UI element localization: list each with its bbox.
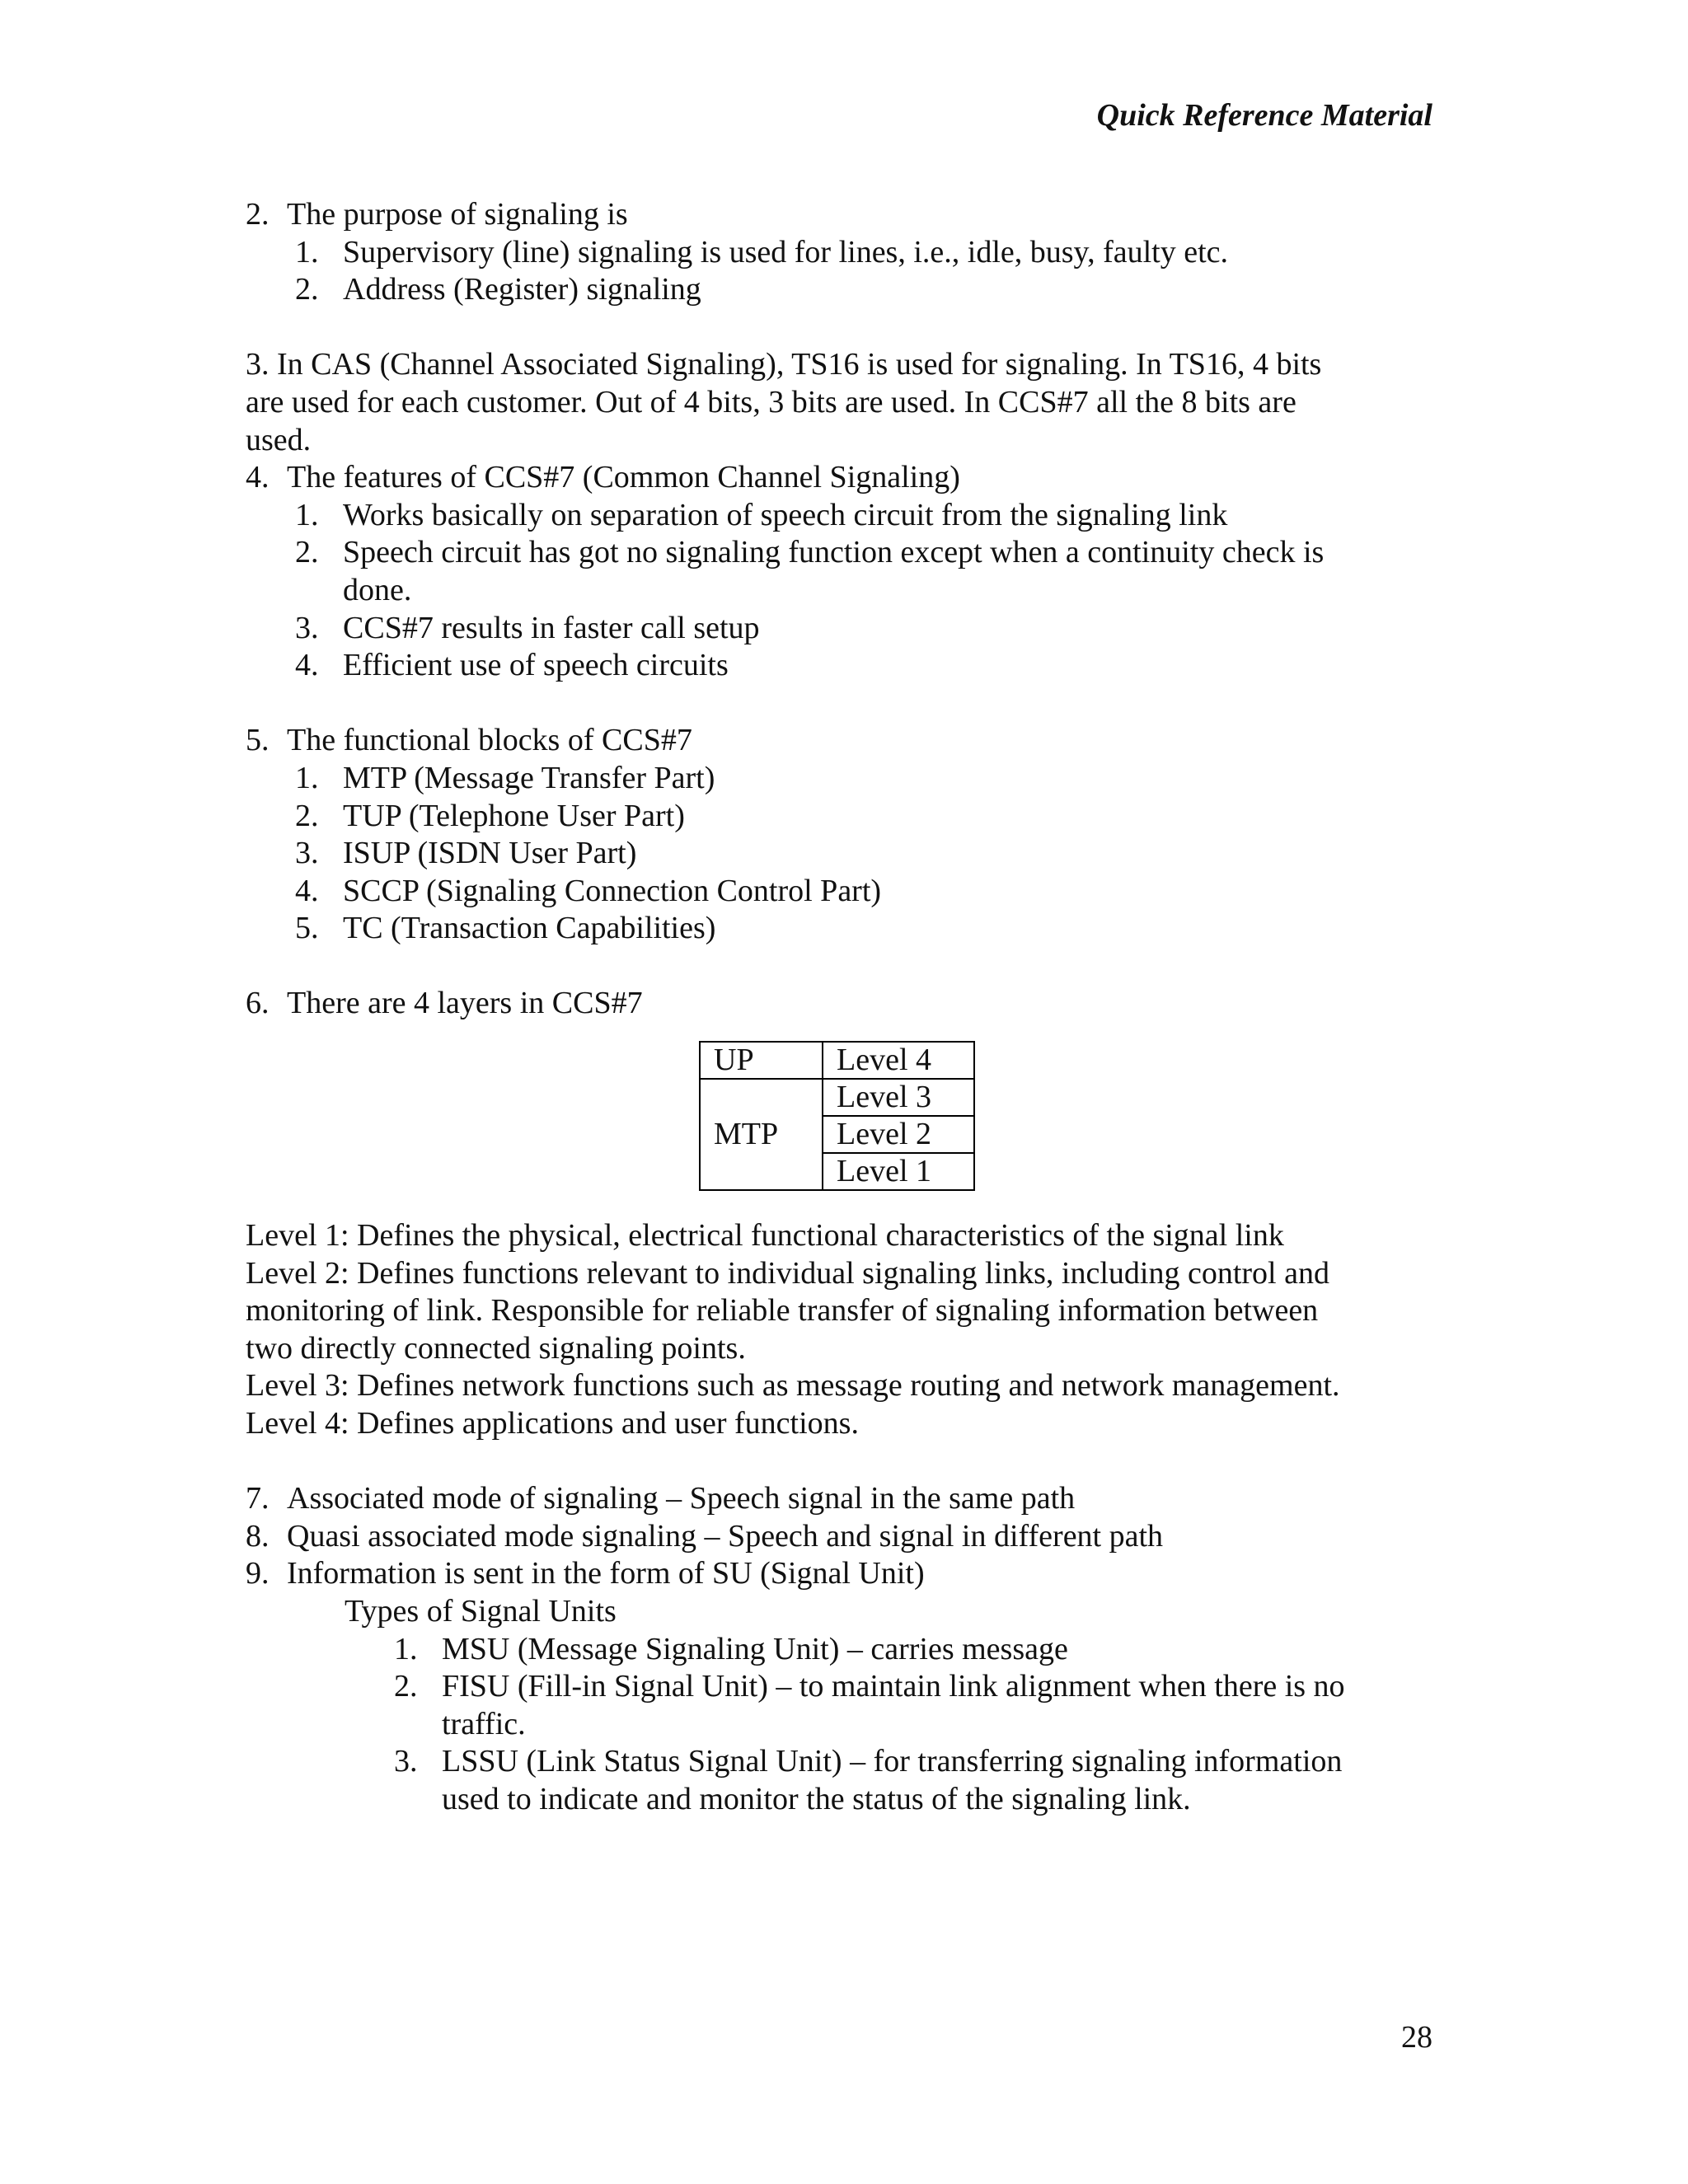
- list-item: 3. ISUP (ISDN User Part): [295, 836, 637, 871]
- table-cell-level4: Level 4: [823, 1042, 974, 1079]
- level-1-description: Level 1: Defines the physical, electrical functional characteristics of the signal link: [246, 1218, 1284, 1254]
- table-cell-level1: Level 1: [823, 1153, 974, 1190]
- section-4-title: 4. The features of CCS#7 (Common Channel Signaling): [246, 460, 960, 495]
- section-7: 7. Associated mode of signaling – Speech signal in the same path: [246, 1481, 1076, 1516]
- table-cell-level2: Level 2: [823, 1116, 974, 1153]
- level-4-description: Level 4: Defines applications and user functions.: [246, 1406, 859, 1441]
- list-item: 4. Efficient use of speech circuits: [295, 648, 729, 683]
- ccs7-layers-table: [699, 1041, 975, 1191]
- list-item-continuation: traffic.: [442, 1706, 526, 1741]
- section-3-line: used.: [246, 422, 312, 457]
- section-9: 9. Information is sent in the form of SU (Signal Unit): [246, 1556, 925, 1591]
- page-number: 28: [1401, 2020, 1432, 2055]
- section-3-line: are used for each customer. Out of 4 bits, 3 bits are used. In CCS#7 all the 8 bits are: [246, 384, 1296, 419]
- signal-unit-types-label: Types of Signal Units: [345, 1594, 617, 1629]
- list-item: 2. Address (Register) signaling: [295, 272, 701, 307]
- level-2-description-cont: monitoring of link. Responsible for reliable transfer of signaling information between: [246, 1293, 1319, 1329]
- list-item: 2. Speech circuit has got no signaling function except when a continuity check is: [295, 535, 1325, 570]
- page-header: Quick Reference Material: [1096, 98, 1432, 133]
- section-8: 8. Quasi associated mode signaling – Speech and signal in different path: [246, 1518, 1164, 1554]
- list-item-continuation: used to indicate and monitor the status of the signaling link.: [442, 1781, 1191, 1816]
- list-item: 3. CCS#7 results in faster call setup: [295, 610, 760, 645]
- table-row: [700, 1079, 974, 1116]
- list-item: 5. TC (Transaction Capabilities): [295, 911, 716, 946]
- list-item: 2. TUP (Telephone User Part): [295, 798, 685, 833]
- level-2-description-cont: two directly connected signaling points.: [246, 1330, 746, 1366]
- table-cell-up: UP: [700, 1042, 823, 1079]
- list-item: 1. MSU (Message Signaling Unit) – carries message: [394, 1631, 1068, 1666]
- level-2-description: Level 2: Defines functions relevant to individual signaling links, including control and: [246, 1255, 1329, 1291]
- level-3-description: Level 3: Defines network functions such as message routing and network management.: [246, 1368, 1340, 1404]
- list-item: 1. MTP (Message Transfer Part): [295, 760, 715, 795]
- list-item-continuation: done.: [343, 572, 412, 607]
- list-item: 1. Supervisory (line) signaling is used for lines, i.e., idle, busy, faulty etc.: [295, 234, 1229, 269]
- section-5-title: 5. The functional blocks of CCS#7: [246, 723, 692, 758]
- list-item: 4. SCCP (Signaling Connection Control Part): [295, 873, 882, 908]
- section-2-title: 2. The purpose of signaling is: [246, 197, 628, 232]
- table-cell-level3: Level 3: [823, 1079, 974, 1116]
- section-6-title: 6. There are 4 layers in CCS#7: [246, 986, 643, 1021]
- document-body: [246, 196, 1432, 1819]
- list-item: 3. LSSU (Link Status Signal Unit) – for transferring signaling information: [394, 1744, 1343, 1779]
- section-3-line: 3. In CAS (Channel Associated Signaling), TS16 is used for signaling. In TS16, 4 bits: [246, 347, 1322, 382]
- list-item: 1. Works basically on separation of speech circuit from the signaling link: [295, 497, 1228, 532]
- list-item: 2. FISU (Fill-in Signal Unit) – to maintain link alignment when there is no: [394, 1669, 1345, 1704]
- table-cell-mtp: MTP: [700, 1079, 823, 1190]
- table-row: [700, 1042, 974, 1079]
